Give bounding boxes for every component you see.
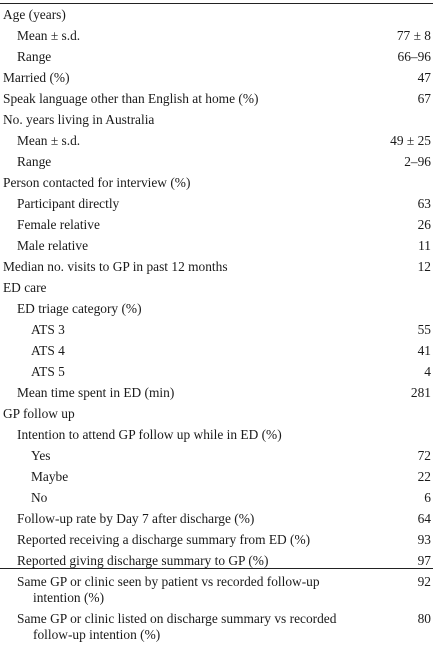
- table-row: [0, 320, 433, 341]
- row-label: Maybe: [31, 469, 69, 484]
- table-row: [0, 5, 433, 26]
- table-row: [0, 131, 433, 152]
- row-label: [0, 609, 383, 646]
- row-value: [383, 5, 433, 26]
- row-value: 47: [417, 70, 431, 85]
- row-label: Mean time spent in ED (min): [17, 385, 175, 400]
- row-label: ED care: [3, 280, 47, 295]
- row-value: [383, 299, 433, 320]
- row-value: 49 ± 25: [390, 133, 431, 148]
- top-rule: [0, 3, 433, 4]
- table-row: [0, 152, 433, 173]
- row-label-line-2: intention (%): [33, 590, 105, 605]
- table-row: [0, 362, 433, 383]
- row-label: Median no. visits to GP in past 12 months: [3, 259, 228, 274]
- table-row: [0, 446, 433, 467]
- table-row: [0, 26, 433, 47]
- row-label: Intention to attend GP follow up while in ED (%): [17, 427, 282, 442]
- row-label: Mean ± s.d.: [17, 28, 81, 43]
- row-label-line-2: follow-up intention (%): [33, 627, 161, 642]
- table-row: [0, 257, 433, 278]
- row-value: [383, 173, 433, 194]
- table-row: [0, 341, 433, 362]
- table-row: [0, 68, 433, 89]
- row-label: No. years living in Australia: [3, 112, 155, 127]
- row-label: Married (%): [3, 70, 70, 85]
- row-label: Range: [17, 154, 52, 169]
- row-value: 4: [424, 364, 431, 379]
- table-row: [0, 215, 433, 236]
- row-value: 92: [417, 574, 431, 589]
- table-body: [0, 5, 433, 646]
- table-row: [0, 572, 433, 609]
- row-value: 93: [417, 532, 431, 547]
- row-value: 80: [417, 611, 431, 626]
- row-label: Mean ± s.d.: [17, 133, 81, 148]
- row-label: Male relative: [17, 238, 89, 253]
- table-row: [0, 383, 433, 404]
- table-row: [0, 425, 433, 446]
- table-row: [0, 404, 433, 425]
- table-row: [0, 236, 433, 257]
- row-value: 64: [417, 511, 431, 526]
- row-label: Age (years): [3, 7, 66, 22]
- table-row: [0, 89, 433, 110]
- row-value: [383, 404, 433, 425]
- row-value: 55: [417, 322, 431, 337]
- row-value: 77 ± 8: [396, 28, 431, 43]
- row-label: ATS 5: [31, 364, 65, 379]
- row-value: 67: [417, 91, 431, 106]
- row-label: ATS 3: [31, 322, 65, 337]
- table-row: [0, 110, 433, 131]
- table-row: [0, 194, 433, 215]
- row-label: Reported giving discharge summary to GP (%): [17, 553, 269, 568]
- row-value: 97: [417, 553, 431, 568]
- row-value: 66–96: [397, 49, 431, 64]
- row-value: 63: [417, 196, 431, 211]
- row-value: 6: [424, 490, 431, 505]
- row-value: 2–96: [404, 154, 431, 169]
- row-label: Range: [17, 49, 52, 64]
- row-value: 41: [417, 343, 431, 358]
- row-label: [0, 572, 383, 609]
- row-value: 12: [417, 259, 431, 274]
- table-row: [0, 467, 433, 488]
- row-label-line-1: Same GP or clinic seen by patient vs recorded follow-up: [17, 574, 320, 589]
- row-label: Person contacted for interview (%): [3, 175, 191, 190]
- row-value: [383, 278, 433, 299]
- row-value: 26: [417, 217, 431, 232]
- table-row: [0, 299, 433, 320]
- row-label: Reported receiving a discharge summary from ED (%): [17, 532, 311, 547]
- row-value: [383, 425, 433, 446]
- row-value: 22: [417, 469, 431, 484]
- row-value: [383, 110, 433, 131]
- row-value: 281: [410, 385, 431, 400]
- table-row: [0, 173, 433, 194]
- row-label: GP follow up: [3, 406, 75, 421]
- row-label-line-1: Same GP or clinic listed on discharge summary vs recorded: [17, 611, 337, 626]
- bottom-rule: [0, 568, 433, 569]
- row-label: Participant directly: [17, 196, 120, 211]
- row-value: 72: [417, 448, 431, 463]
- row-label: Female relative: [17, 217, 100, 232]
- row-label: No: [31, 490, 48, 505]
- table-row: [0, 530, 433, 551]
- table-row: [0, 509, 433, 530]
- row-label: ATS 4: [31, 343, 65, 358]
- row-value: 11: [418, 238, 431, 253]
- row-label: Yes: [31, 448, 51, 463]
- table-row: [0, 47, 433, 68]
- table-row: [0, 278, 433, 299]
- row-label: Speak language other than English at home (%): [3, 91, 259, 106]
- row-label: ED triage category (%): [17, 301, 142, 316]
- table-row: [0, 609, 433, 646]
- row-label: Follow-up rate by Day 7 after discharge (%): [17, 511, 255, 526]
- table-row: [0, 488, 433, 509]
